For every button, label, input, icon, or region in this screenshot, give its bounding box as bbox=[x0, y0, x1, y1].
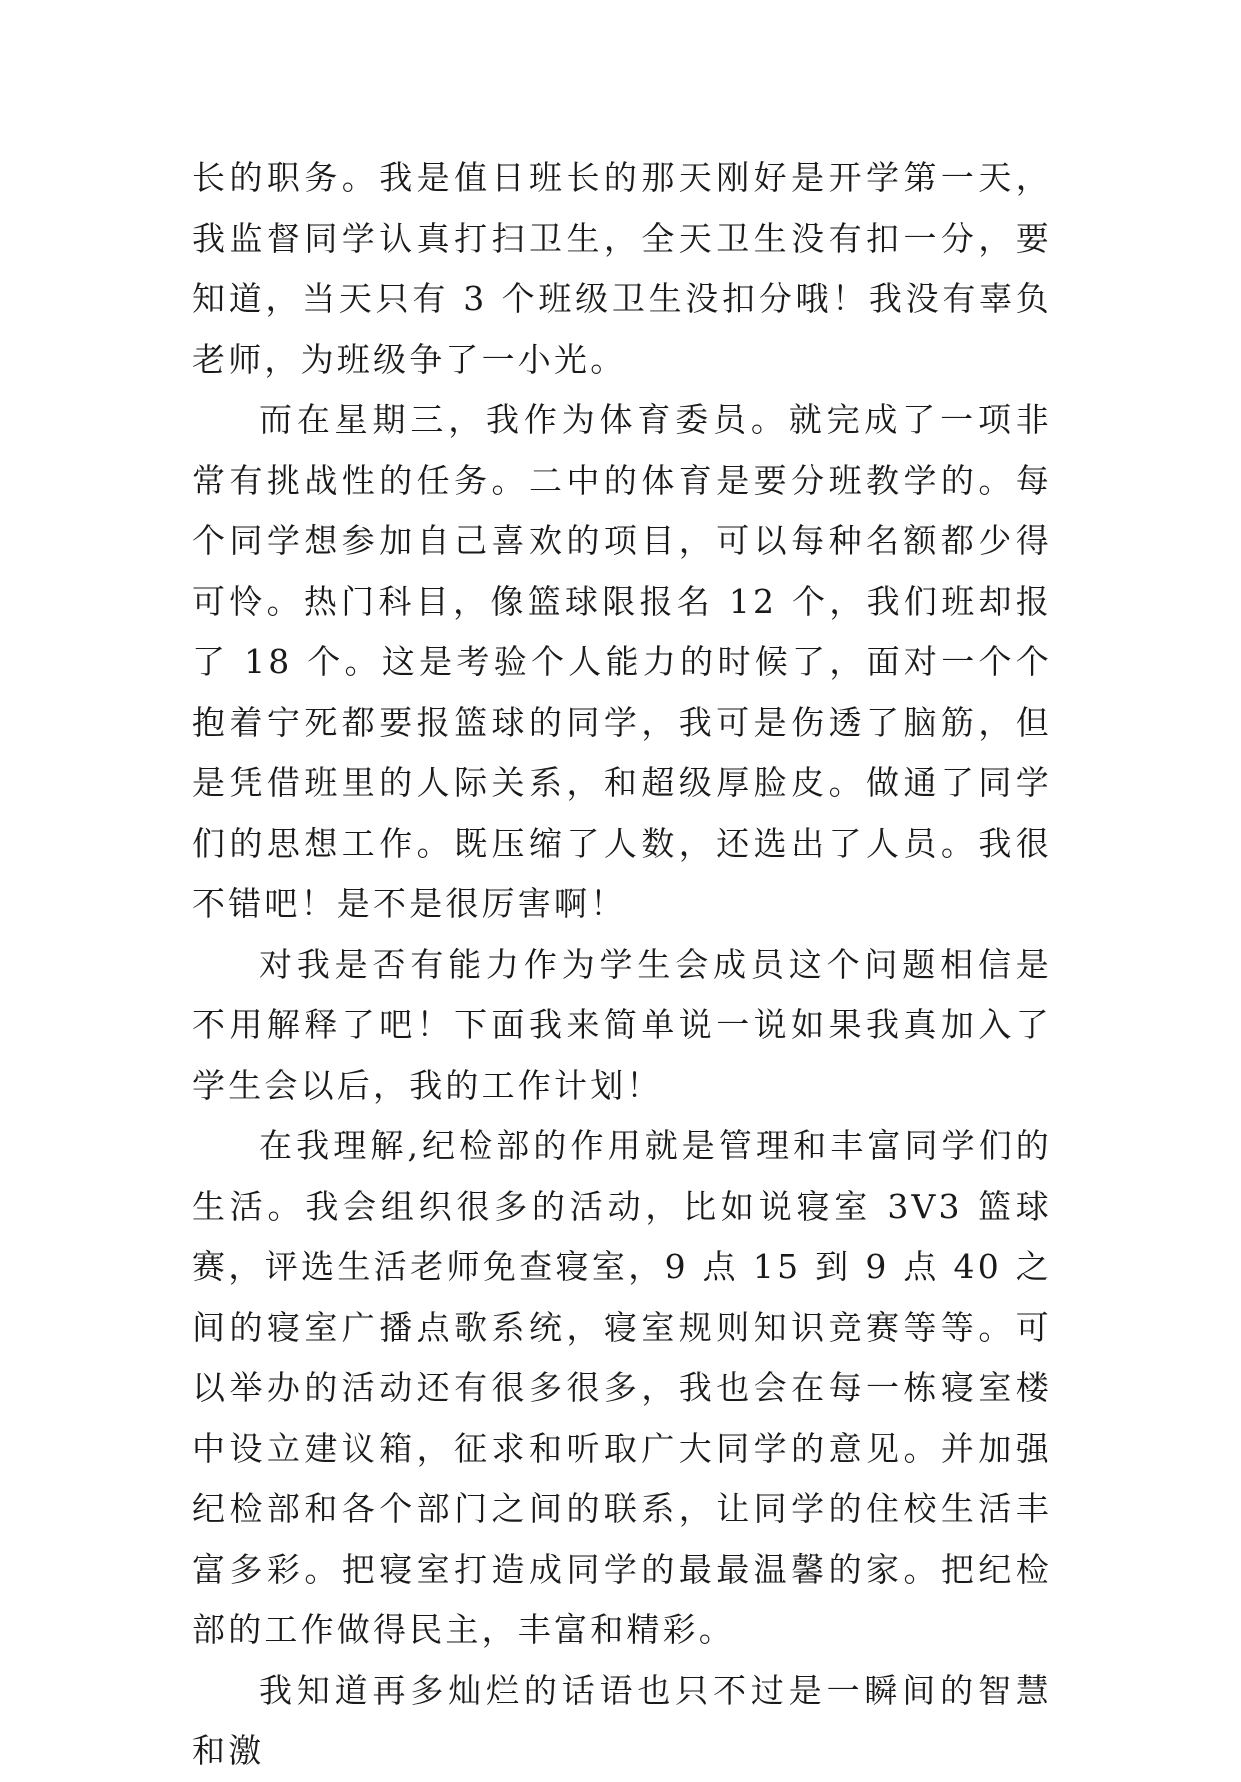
document-body bbox=[192, 148, 1052, 1782]
paragraph-5: 我知道再多灿烂的话语也只不过是一瞬间的智慧和激 bbox=[192, 1670, 1052, 1770]
paragraph-1: 长的职务。我是值日班长的那天刚好是开学第一天，我监督同学认真打扫卫生，全天卫生没有扣一分，要知道，当天只有 3 个班级卫生没扣分哦！我没有辜负老师，为班级争了一小光。 bbox=[192, 158, 1052, 379]
paragraph-2: 而在星期三，我作为体育委员。就完成了一项非常有挑战性的任务。二中的体育是要分班教学的。每个同学想参加自己喜欢的项目，可以每种名额都少得可怜。热门科目，像篮球限报名 12 个，我们班却报了 18 个。这是考验个人能力的时候了，面对一个个抱着宁死都要报篮球的同学，我可是伤透了脑筋，但是凭借班里的人际关系，和超级厚脸皮。做通了同学们的思想工作。既压缩了人数，还选出了人员。我很不错吧！是不是很厉害啊！ bbox=[192, 400, 1052, 923]
paragraph-3: 对我是否有能力作为学生会成员这个问题相信是不用解释了吧！下面我来简单说一说如果我真加入了学生会以后，我的工作计划！ bbox=[192, 944, 1052, 1105]
paragraph-4: 在我理解,纪检部的作用就是管理和丰富同学们的生活。我会组织很多的活动，比如说寝室 3V3 篮球赛，评选生活老师免查寝室，9 点 15 到 9 点 40 之间的寝室广播点歌系统，寝室规则知识竞赛等等。可以举办的活动还有很多很多，我也会在每一栋寝室楼中设立建议箱，征求和听取广大同学的意见。并加强纪检部和各个部门之间的联系，让同学的住校生活丰富多彩。把寝室打造成同学的最最温馨的家。把纪检部的工作做得民主，丰富和精彩。 bbox=[192, 1126, 1052, 1649]
